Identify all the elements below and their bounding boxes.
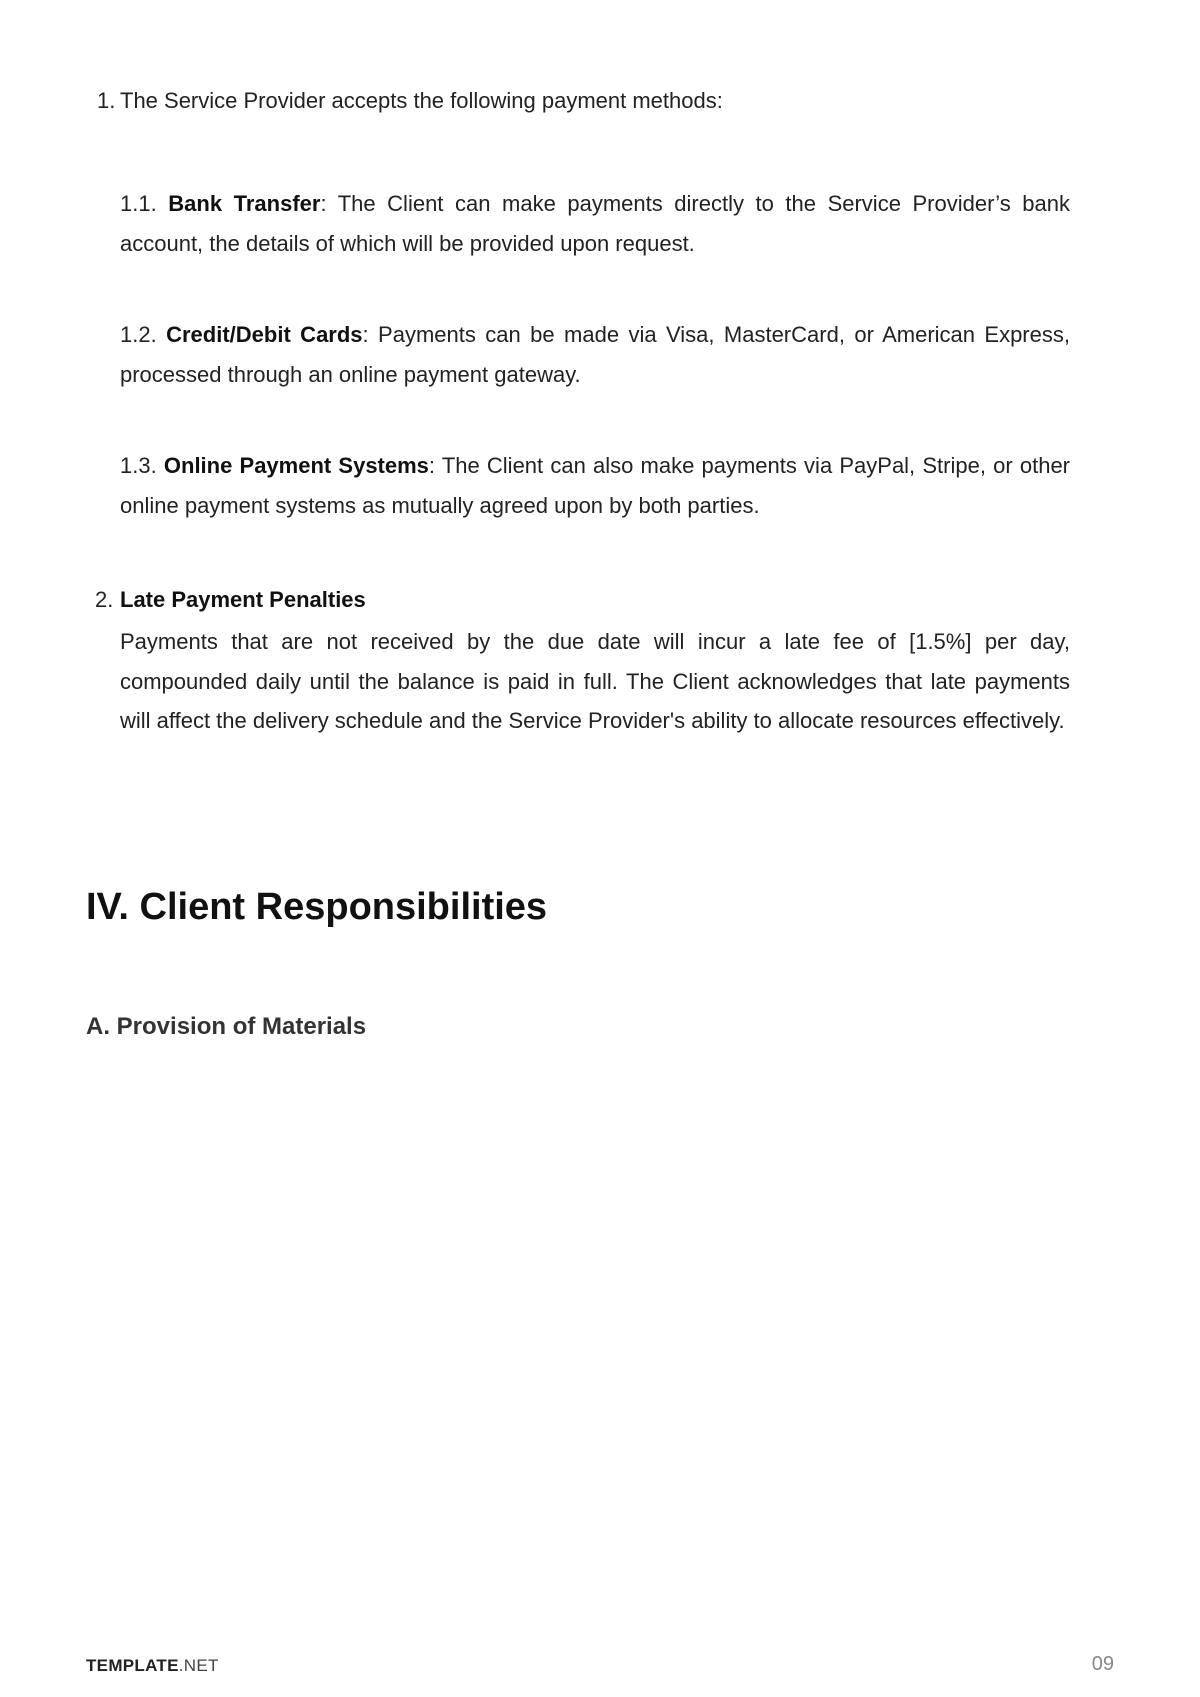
item-text: : Payments can be made via Visa, MasterCard, or American Express, processed through an online payment gateway.: [120, 322, 1070, 387]
subsection-title: A. Provision of Materials: [86, 1013, 367, 1040]
item-text: : The Client can also make payments via PayPal, Stripe, or other online payment systems as mutually agreed upon by both parties.: [120, 453, 1071, 518]
item-text: : The Client can make payments directly to the Service Provider’s bank account, the details of which will be provided upon request.: [120, 191, 1070, 256]
item-label: Bank Transfer: [168, 191, 321, 216]
payment-method-cards: [120, 315, 1070, 394]
list-number-1: 1.: [97, 88, 116, 113]
item-number: 1.2.: [120, 322, 157, 347]
payment-methods-intro: The Service Provider accepts the following payment methods:: [120, 88, 723, 113]
brand-name: TEMPLATE: [86, 1656, 179, 1675]
footer-brand-logo: [86, 1655, 219, 1677]
payment-method-online: [120, 446, 1070, 525]
item-number: 1.3.: [120, 453, 157, 478]
section-title: IV. Client Responsibilities: [86, 886, 548, 928]
list-number-2: 2.: [95, 587, 114, 612]
page-number: 09: [1091, 1653, 1114, 1675]
item-label: Credit/Debit Cards: [166, 322, 363, 347]
late-payment-title: Late Payment Penalties: [120, 587, 366, 612]
late-payment-text: Payments that are not received by the due date will incur a late fee of [1.5%] per day, compounded daily until the balance is paid in full. The Client acknowledges that late payments will affect the delivery schedule and the Service Provider's ability to allocate resources effectively.: [120, 629, 1070, 733]
brand-domain: .NET: [178, 1656, 219, 1675]
item-label: Online Payment Systems: [163, 453, 429, 478]
payment-method-bank-transfer: [120, 184, 1070, 263]
item-number: 1.1.: [120, 191, 157, 216]
